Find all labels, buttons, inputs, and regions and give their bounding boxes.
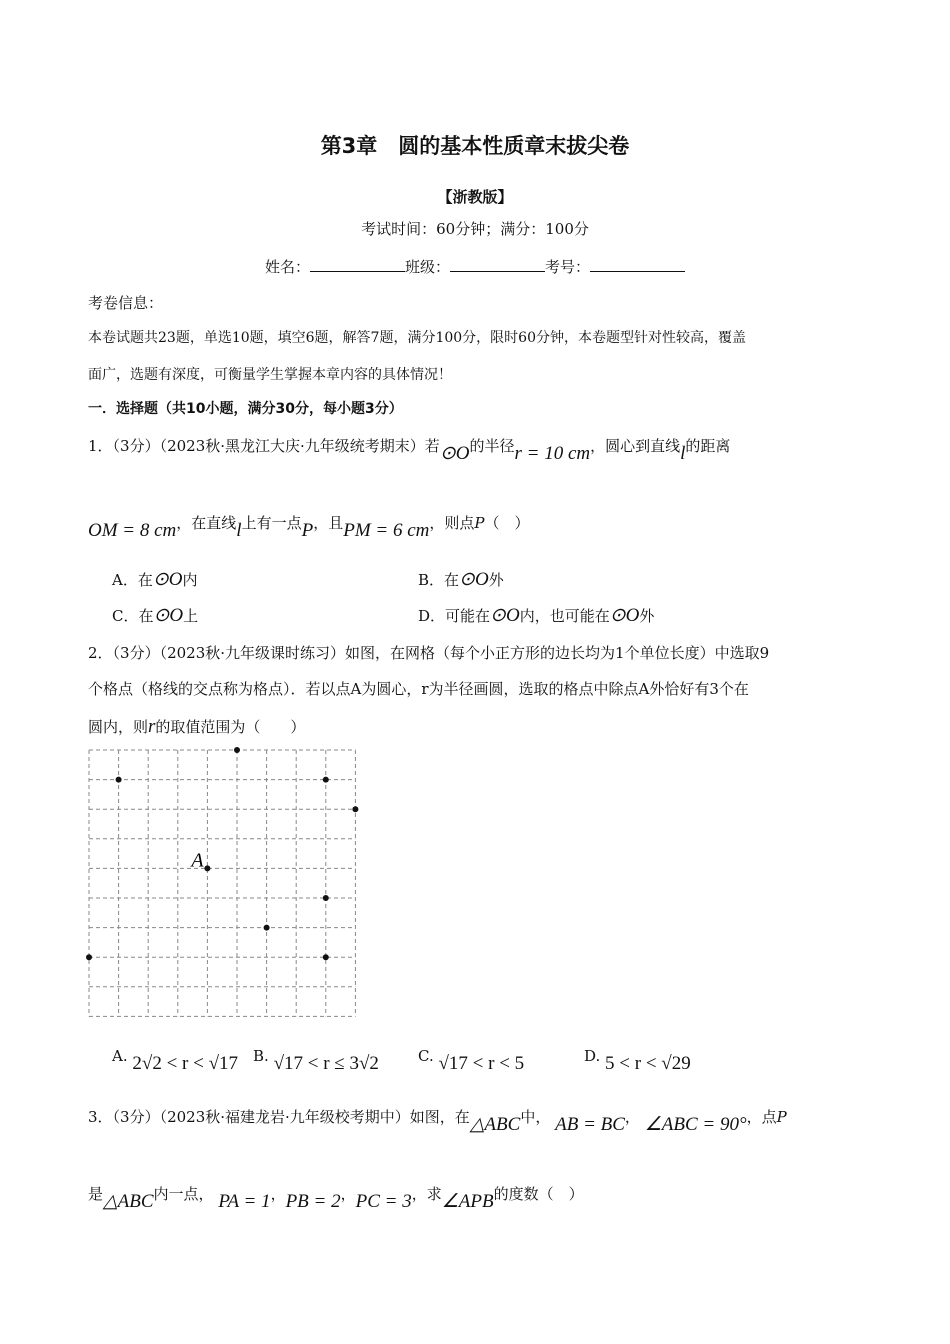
section-heading: 一．选择题（共10小题，满分30分，每小题3分） [88, 401, 403, 417]
math: r = 10 cm [514, 443, 591, 464]
math: l [236, 520, 242, 541]
grid-point [264, 925, 270, 931]
option-d[interactable]: D．可能在⊙O内，也可能在⊙O外 [418, 605, 655, 626]
grid-point [204, 865, 210, 871]
student-fields [0, 256, 950, 277]
text: 的半径 [469, 437, 515, 455]
number-blank[interactable] [590, 257, 685, 272]
grid-point [323, 777, 329, 783]
question-3-line1: 3．（3分）（2023秋·福建龙岩·九年级校考期中）如图，在△ABC中， AB = BC， ∠ABC = 90°，点P [88, 1108, 787, 1135]
edition: 【浙教版】 [437, 188, 513, 206]
name-label: 姓名： [264, 258, 310, 276]
math: ⊙O [439, 443, 470, 464]
math: l [680, 443, 686, 464]
question-2-line2: 个格点（格线的交点称为格点）．若以点A为圆心，r为半径画圆，选取的格点中除点A外恰好有3个在 [88, 680, 749, 698]
math: PM = 6 cm [343, 520, 430, 541]
number-label: 考号： [545, 258, 591, 276]
option-c[interactable]: C. √17 < r < 5 [418, 1047, 525, 1074]
math: P [301, 520, 314, 541]
text: ，圆心到直线 [590, 437, 681, 455]
text: 上有一点 [241, 514, 302, 532]
option-b[interactable]: B．在⊙O外 [418, 569, 504, 590]
page-title: 第3章 圆的基本性质章末拔尖卷 [320, 134, 630, 158]
option-a[interactable]: A．在⊙O内 [112, 569, 198, 590]
option-c[interactable]: C．在⊙O上 [112, 605, 199, 626]
class-label: 班级： [404, 258, 450, 276]
grid-point [352, 806, 358, 812]
class-blank[interactable] [450, 257, 545, 272]
exam-info: 考试时间：60分钟；满分：100分 [361, 220, 589, 238]
grid-point [323, 954, 329, 960]
grid-point [234, 747, 240, 753]
notice-line: 本卷试题共23题，单选10题，填空6题，解答7题，满分100分，限时60分钟，本卷题型针对性较高，覆盖 [88, 330, 746, 346]
name-blank[interactable] [310, 257, 405, 272]
option-d[interactable]: D. 5 < r < √29 [584, 1047, 691, 1074]
grid-point [86, 954, 92, 960]
question-1-line2 [88, 512, 530, 541]
math: OM = 8 cm [88, 520, 177, 541]
question-2-line3: 圆内，则r的取值范围为（ ） [88, 716, 306, 737]
point-a-label: A [191, 849, 204, 872]
question-2-line1: 2．（3分）（2023秋·九年级课时练习）如图，在网格（每个小正方形的边长均为1个单位长度）中选取9 [88, 644, 770, 662]
grid-point [323, 895, 329, 901]
text: 的距离 [685, 437, 731, 455]
text: ，且 [313, 514, 344, 532]
grid-point [116, 777, 122, 783]
math: P [474, 514, 485, 532]
question-3-line2: 是△ABC内一点， PA = 1，PB = 2，PC = 3，求∠APB的度数（ ） [88, 1185, 584, 1212]
text: （ ） [484, 514, 530, 532]
text: 1．（3分）（2023秋·黑龙江大庆·九年级统考期末）若 [88, 437, 440, 455]
option-b[interactable]: B. √17 < r ≤ 3√2 [253, 1047, 379, 1074]
notice-label: 考卷信息： [88, 294, 164, 312]
question-1-line1 [88, 434, 731, 464]
option-a[interactable]: A. 2√2 < r < √17 [112, 1047, 239, 1074]
grid-figure [80, 740, 370, 1030]
notice-line: 面广，选题有深度，可衡量学生掌握本章内容的具体情况！ [88, 367, 452, 383]
text: ，在直线 [176, 514, 237, 532]
text: ，则点 [429, 514, 475, 532]
